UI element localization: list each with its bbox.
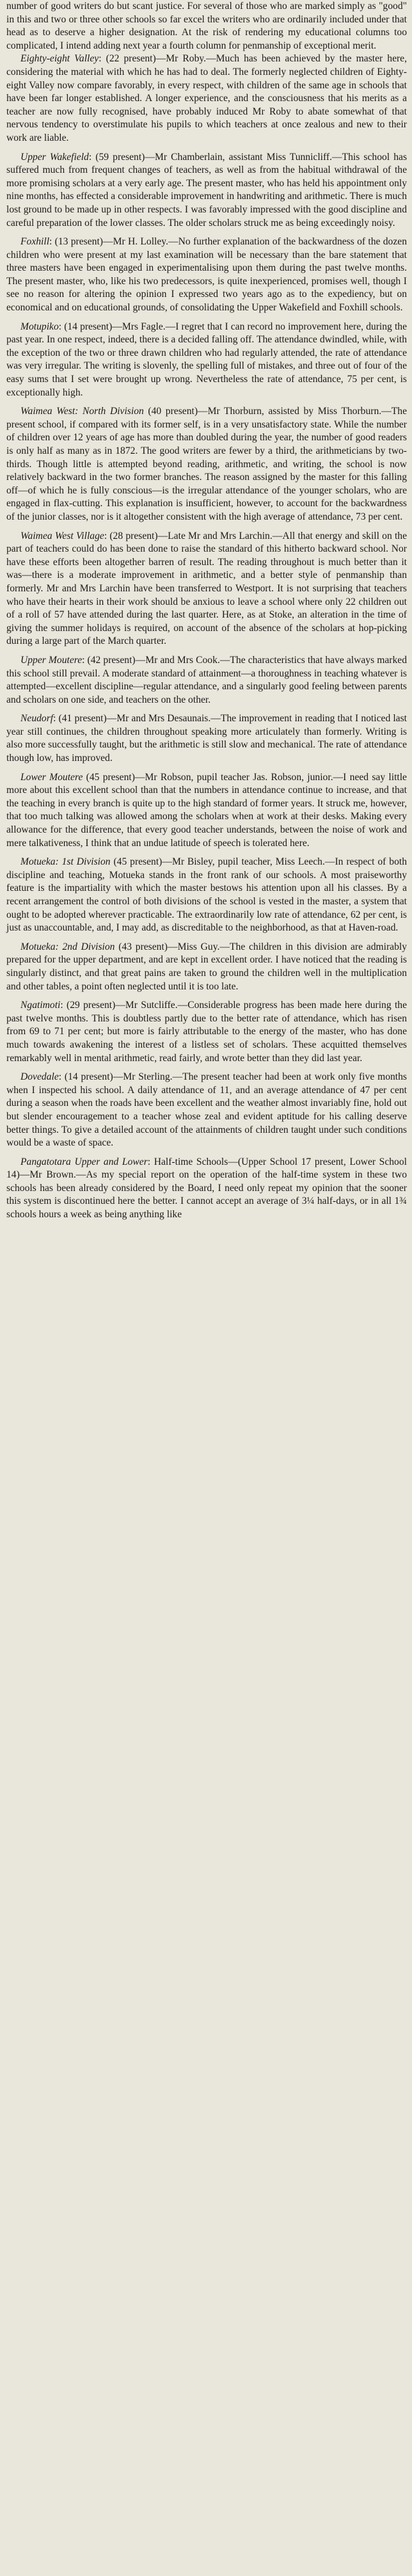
school-report [6,236,407,315]
school-report-paragraph [6,321,407,400]
school-report-text: (45 present)—Mr Robson, pupil teacher Jas. Robson, junior.—I need say little more about this excellent school than that the numbers in attendance continue to increase, and that the teaching in every branch is quite up to the high standard of former years. It struck me, however, that too much talking was allowed among the scholars when at work at their desks. Making every allowance for the difference, that every good teacher understands, between the noise of work and mere talkativeness, I think that an undue latitude of speech is tolerated here. [6,771,407,849]
school-report-text: : (42 present)—Mr and Mrs Cook.—The characteristics that have always marked this school still prevail. A moderate standard of attainment—a thoroughness in teaching whatever is attempted—excellent discipline—regular attendance, and a singularly good feeling between parents and scholars on one side, and teachers on the other. [6,654,407,705]
school-report [6,321,407,400]
school-report [6,941,407,993]
school-report [6,530,407,648]
school-name: Upper Wakefield [20,151,89,163]
school-name: Ngatimoti [20,1000,61,1011]
school-report-paragraph [6,1071,407,1150]
school-report-text: : (59 present)—Mr Chamberlain, assistant Miss Tunnicliff.—This school has suffered much from frequent changes of teachers, as well as from the habitual withdrawal of the more promising scholars at a very early age. The present master, who has held his appointment only nine months, has effected a considerable improvement in handwriting and arithmetic. There is much lost ground to be made up in other respects. I was favorably impressed with the good discipline and careful preparation of the lower classes. The older scholars struck me as being exceedingly noisy. [6,151,408,228]
school-report [6,405,407,524]
school-report-text: (40 present)—Mr Thorburn, assisted by Miss Thorburn.—The present school, if compared with its former self, is in a very unsatisfactory state. While the number of children over 12 years of age has more than doubled during the year, the number of good readers is only half as many as in 1872. The good writers are fewer by a third, the arithmeticians by two-thirds. Though little is attempted beyond reading, arithmetic, and writing, the school is now relatively backward in the two former branches. The reason assigned by the master for this falling off—of which he is fully conscious—is the irregular attendance of the younger scholars, who are engaged in flax-cutting. This explanation is insufficient, however, to account for the backwardness of the junior classes, nor is it altogether consistent with the high average of attendance, 73 per cent. [6,406,407,522]
school-name: Motueka: 2nd Division [20,941,115,952]
school-name: Dovedale [20,1071,59,1083]
school-name: Motueka: 1st Division [20,856,111,868]
school-report-text: : Half-time Schools—(Upper School 17 present, Lower School 14)—Mr Brown.—As my special report on the operation of the half-time system in these two schools has been already considered by the Board, I need only repeat my opinion that the sooner this system is discontinued here the better. I cannot accept an average of 3¼ half-days, or in all 1¾ schools hours a week as being anything like [6,1156,407,1220]
school-report-paragraph [6,52,407,145]
school-name: Foxhill [20,236,50,248]
school-name: Lower Moutere [20,771,83,783]
school-name: Motupiko [20,321,59,332]
school-report-paragraph [6,712,407,765]
school-report [6,52,407,145]
school-report-paragraph [6,856,407,935]
school-report-text: : (28 present)—Late Mr and Mrs Larchin.—All that energy and skill on the part of teachers could do has been done to raise the standard of this hitherto backward school. Nor have these efforts been altogether barren of result. The reading throughout is much better than it was—there is a moderate improvement in arithmetic, and a better style of penmanship than formerly. Mr and Mrs Larchin have been transferred to Westport. It is not surprising that teachers who have their hearts in their work should be anxious to leave a school where only 22 children out of a roll of 57 have attended during the last quarter. Here, as at Stoke, an alteration in the time of giving the summer holidays is required, on account of the absence of the scholars at hop-picking during a large part of the March quarter. [6,530,407,647]
school-report-paragraph [6,999,407,1065]
school-name: Eighty-eight Valley [20,53,99,65]
intro-paragraph: number of good writers do but scant justice. For several of those who are marked simply as "good" in this and two or three other schools so far excel the writers who are ordinarily included under that head as to deserve a higher designation. At the risk of rendering my educational columns too complicated, I intend adding next year a fourth column for penmanship of exceptional merit. [6,1,407,51]
school-name: Upper Moutere [20,654,83,666]
school-report-text: : (14 present)—Mrs Fagle.—I regret that I can record no improvement here, during the past year. In one respect, indeed, there is a decided falling off. The attendance dwindled, while, with the exception of the two or three drawn children who had regularly attended, the rate of attendance was very irregular. The writing is slovenly, the spelling full of mistakes, and three out of four of the easy sums that I set were brought up wrong. Nevertheless the rate of attendance, 75 per cent, is exceptionally high. [6,321,407,398]
school-report [6,856,407,935]
school-report [6,654,407,707]
school-name: Pangatotara Upper and Lower [20,1156,148,1167]
school-report-paragraph [6,151,407,230]
school-report-text: (43 present)—Miss Guy.—The children in this division are admirably prepared for the upper department, and are kept in excellent order. I have noticed that the reading is singularly distinct, and that great pains are taken to ground the children well in the multiplication and other tables, a point often neglected until it is too late. [6,941,407,992]
school-report-paragraph [6,236,407,315]
school-report-paragraph [6,654,407,707]
school-name: Waimea West Village [20,530,104,541]
school-report-text: (45 present)—Mr Bisley, pupil teacher, Miss Leech.—In respect of both discipline and teaching, Motueka stands in the front rank of our schools. A most praiseworthy feature is the impartiality with which the master bestows his attention upon all his classes. By a recent arrangement the control of both divisions of the school is vested in the master, a system that ought to be adopted wherever practicable. The extraordinarily low rate of attendance, 62 per cent, is just as unaccountable, and, I may add, as discreditable to the neighborhood, as that at Haven-road. [6,856,407,934]
school-report-text: : (29 present)—Mr Sutcliffe.—Considerable progress has been made here during the past twelve months. This is doubtless partly due to the better rate of attendance, which has risen from 69 to 71 per cent; but more is fairly attributable to the energy of the master, who has done much towards awakening the interest of a listless set of scholars. These acquitted themselves remarkably well in mental arithmetic, read fairly, and wrote better than they did last year. [6,1000,407,1064]
school-report-text: : (41 present)—Mr and Mrs Desaunais.—The improvement in reading that I noticed last year still continues, the children throughout speaking more articulately than formerly. Writing is also more successfully taught, but the arithmetic is still slow and mechanical. The rate of attendance though low, has improved. [6,713,407,764]
school-report [6,712,407,765]
school-report-paragraph [6,1156,407,1222]
school-report [6,771,407,851]
school-report-paragraph [6,771,407,851]
school-report-text: : (22 present)—Mr Roby.—Much has been achieved by the master here, considering the material with which he has had to deal. The formerly neglected children of Eighty-eight Valley now compare favorably, in every respect, with children of the same age in schools that have been far longer established. A longer experience, and the consciousness that his merits as a teacher are now fully recognised, have probably induced Mr Roby to abate somewhat of that nervous tendency to overstimulate his pupils to which teachers at once zealous and new to their work are liable. [6,53,407,143]
school-reports [6,52,407,1221]
school-report-paragraph [6,530,407,648]
school-report-paragraph [6,941,407,993]
school-report-text: : (13 present)—Mr H. Lolley.—No further explanation of the backwardness of the dozen children who were present at my last examination will be necessary than the bare statement that three masters have been engaged in experimentalising upon them during the past twelve months. The present master, who, like his two predecessors, is quite inexperienced, promises well, though I see no reason for altering the opinion I expressed two years ago as to the expediency, but on economical and on educational grounds, of consolidating the Upper Wakefield and Foxhill schools. [6,236,407,314]
school-name: Neudorf [20,713,54,724]
school-report [6,1071,407,1150]
school-report [6,1156,407,1222]
school-report [6,151,407,230]
school-name: Waimea West: North Division [20,406,144,417]
school-report-paragraph [6,405,407,524]
school-report [6,999,407,1065]
school-report-text: : (14 present)—Mr Sterling.—The present teacher had been at work only five months when I inspected his school. A daily attendance of 11, and an average attendance of 47 per cent during a season when the roads have been excellent and the weather almost invariably fine, hold out but slender encouragement to a teacher whose zeal and evident aptitude for his calling deserve better things. To give a detailed account of the attainments of children taught under such conditions would be a waste of space. [6,1071,407,1149]
